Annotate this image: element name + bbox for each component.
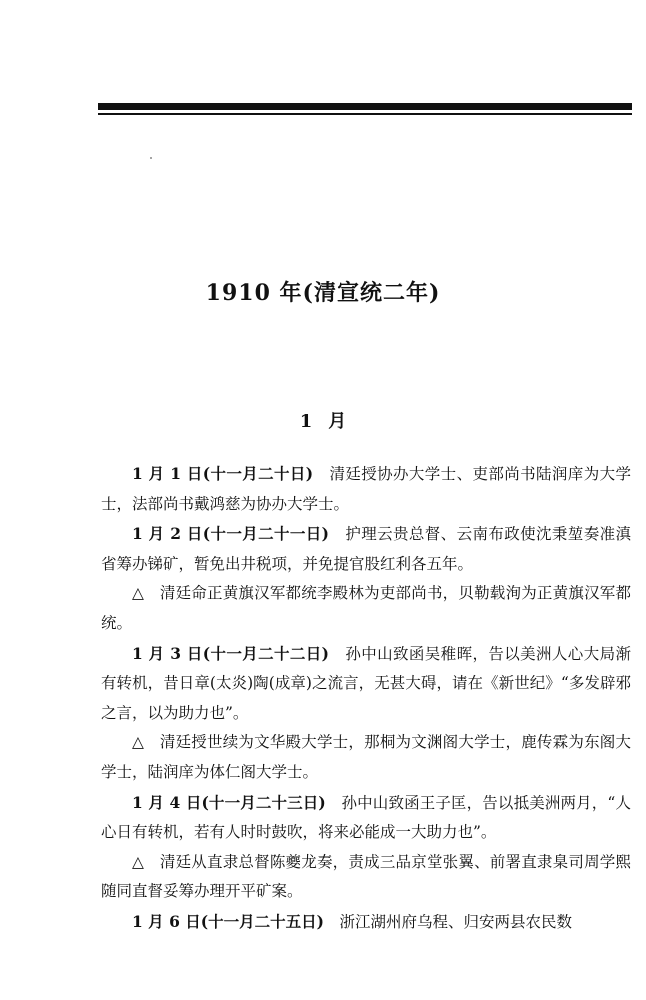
- chronicle-entry: [101, 579, 631, 638]
- chronicle-entry: [101, 728, 631, 787]
- header-rule-thin: [98, 113, 632, 115]
- chronicle-entry: [101, 907, 631, 938]
- entry-date: 1 月 2 日(十一月二十一日): [132, 524, 330, 544]
- entry-text: 清廷从直隶总督陈夔龙奏，责成三品京堂张翼、前署直隶臬司周学熙随同直督妥筹办理开平矿案。: [101, 852, 631, 901]
- chronicle-entry: [101, 788, 631, 848]
- scan-speck: [150, 157, 152, 159]
- entry-text: 清廷授世续为文华殿大学士，那桐为文渊阁大学士，鹿传霖为东阁大学士，陆润庠为体仁阁大学士。: [101, 733, 631, 781]
- header-rule-thick: [98, 103, 632, 110]
- month-heading: [0, 407, 646, 433]
- entry-text: 孙中山致函吴稚晖，告以美洲人心大局渐有转机，昔日章(太炎)陶(成章)之流言，无甚大碍，请在《新世纪》“多发辟邪之言，以为助力也”。: [101, 644, 631, 722]
- entry-date: 1 月 1 日(十一月二十日): [132, 464, 314, 483]
- entry-date: 1 月 6 日(十一月二十五日): [132, 911, 324, 931]
- chronicle-entry: [101, 519, 631, 579]
- month-number: 1: [299, 411, 313, 432]
- entry-text: 孙中山致函王子匡，告以抵美洲两月，“人心日有转机，若有人时时鼓吹，将来必能成一大助力也”。: [101, 793, 631, 842]
- chronicle-body: [101, 459, 631, 938]
- entry-date: 1 月 4 日(十一月二十三日): [132, 792, 326, 812]
- entry-date: 1 月 3 日(十一月二十二日): [132, 643, 330, 663]
- entry-text: 清廷命正黄旗汉军都统李殿林为吏部尚书，贝勒载洵为正黄旗汉军都统。: [101, 584, 631, 632]
- chronicle-entry: [101, 639, 631, 729]
- month-unit: 月: [328, 411, 347, 432]
- chronicle-entry: [101, 848, 631, 907]
- entry-text: 护理云贵总督、云南布政使沈秉堃奏准滇省筹办锑矿，暂免出井税项，并免提官股红利各五年。: [101, 525, 631, 573]
- entry-text: 清廷授协办大学士、吏部尚书陆润庠为大学士，法部尚书戴鸿慈为协办大学士。: [101, 465, 631, 513]
- year-title: 1910 年(清宣统二年): [205, 280, 441, 306]
- triangle-marker: △: [132, 733, 145, 752]
- triangle-marker: △: [132, 852, 145, 871]
- chronicle-entry: [101, 459, 631, 519]
- triangle-marker: △: [132, 584, 145, 603]
- entry-text: 浙江湖州府乌程、归安两县农民数: [339, 912, 572, 931]
